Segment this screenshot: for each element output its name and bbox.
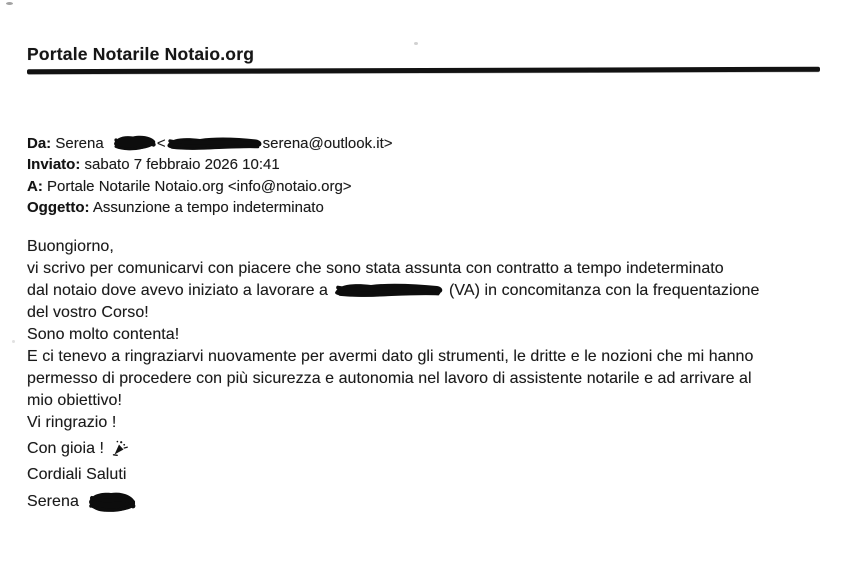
redaction-mark-sender	[111, 134, 157, 151]
body-line-signature	[27, 490, 759, 512]
body-line: Sono molto contenta!	[27, 326, 180, 343]
from-label: Da:	[27, 135, 52, 152]
body-line-joy	[27, 438, 759, 460]
scan-artifact	[6, 2, 13, 5]
body-line-closing: Cordiali Saluti	[27, 466, 127, 483]
body-line: mio obiettivo!	[27, 392, 122, 409]
body-line: E ci tenevo a ringraziarvi nuovamente per avermi dato gli strumenti, le dritte e le nozioni che mi hanno	[27, 348, 754, 365]
email-header-to	[27, 176, 393, 197]
subject-value: Assunzione a tempo indeterminato	[92, 198, 324, 216]
from-sender-name: Serena	[55, 135, 104, 152]
body-line-pre: dal notaio dove avevo iniziato a lavorare a	[27, 282, 329, 299]
email-header-from	[27, 133, 393, 154]
body-line: vi scrivo per comunicarvi con piacere che sono stata assunta con contratto a tempo indeterminato	[27, 260, 724, 277]
email-header-subject	[27, 197, 393, 218]
signature-name: Serena	[27, 493, 79, 510]
document-title: Portale Notarile Notaio.org	[27, 44, 255, 64]
title-divider-rule	[27, 67, 820, 74]
body-line-with-redaction	[27, 280, 759, 302]
scan-artifact	[12, 340, 15, 343]
body-line: permesso di procedere con più sicurezza e autonomia nel lavoro di assistente notarile e ad arrivare al	[27, 370, 752, 387]
from-address-visible: serena@outlook.it>	[262, 135, 393, 152]
to-label: A:	[27, 177, 43, 195]
from-angle-bracket: <	[156, 135, 166, 152]
email-header-sent	[27, 154, 393, 175]
email-body	[27, 236, 759, 512]
scan-artifact	[414, 42, 418, 45]
redaction-mark-signature	[85, 490, 138, 513]
body-line-post: (VA) in concomitanza con la frequentazione	[449, 282, 760, 299]
joy-text: Con gioia !	[27, 440, 105, 457]
email-header-block	[27, 133, 393, 218]
sent-label: Inviato:	[27, 156, 81, 174]
party-popper-icon	[111, 439, 128, 456]
subject-label: Oggetto:	[27, 198, 90, 216]
redaction-mark-email-local	[166, 136, 263, 151]
body-line: del vostro Corso!	[27, 304, 149, 321]
body-line-thanks: Vi ringrazio !	[27, 414, 117, 431]
body-line-greeting: Buongiorno,	[27, 238, 114, 255]
sent-value: sabato 7 febbraio 2026 10:41	[84, 156, 280, 174]
to-value: Portale Notarile Notaio.org <info@notaio.org>	[47, 177, 352, 195]
redaction-mark-location	[333, 282, 444, 298]
